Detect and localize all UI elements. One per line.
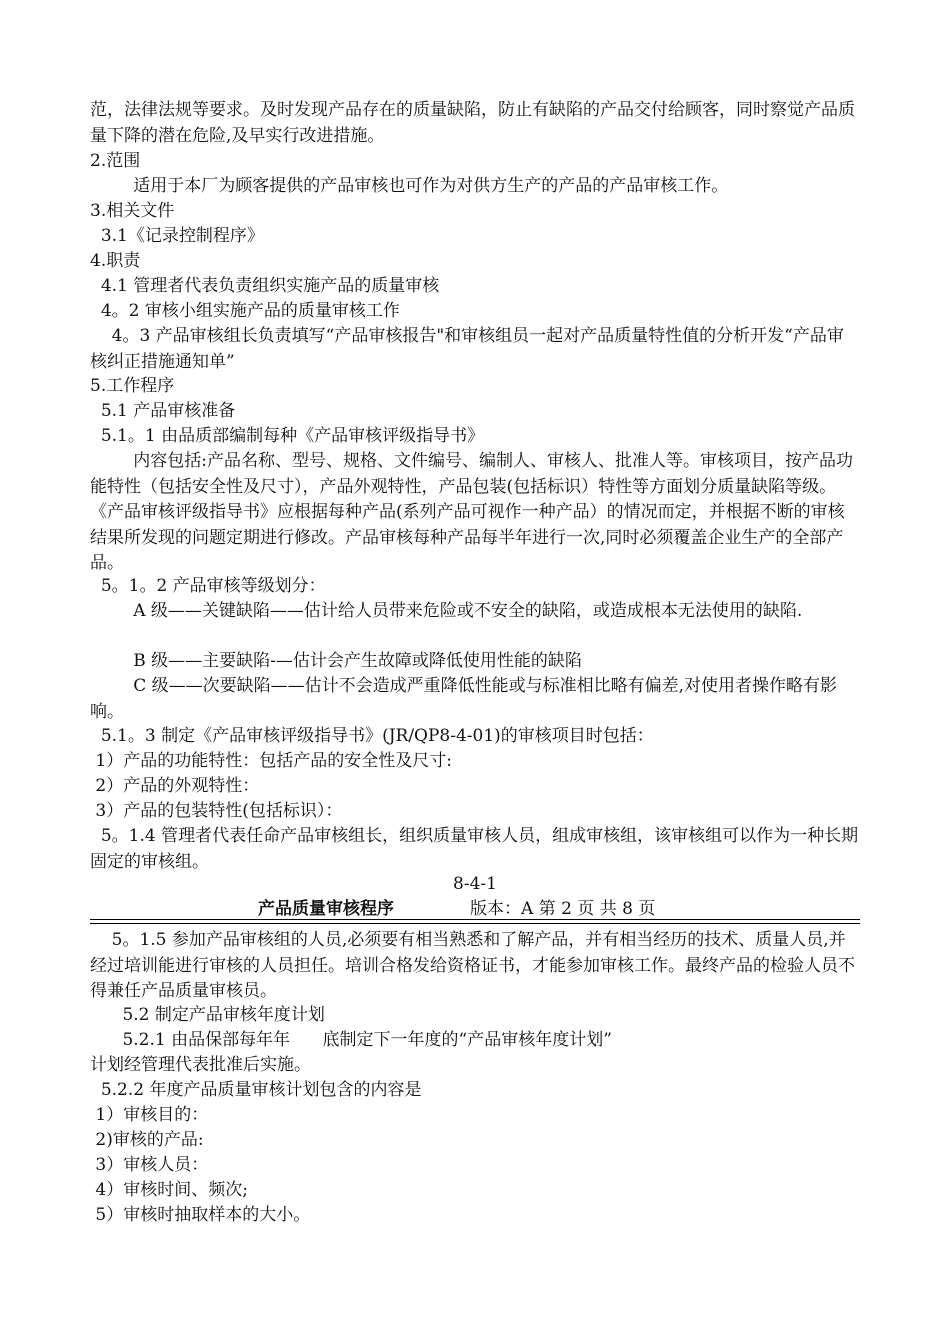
paragraph-purpose-continued: 范，法律法规等要求。及时发现产品存在的质量缺陷，防止有缺陷的产品交付给顾客，同时察觉产品质量下降的潜在危险,及早实行改进措施。: [90, 100, 855, 146]
heading-procedure: 5.工作程序: [90, 376, 175, 396]
paragraph-contents: 内容包括:产品名称、型号、规格、文件编号、编制人、审核人、批准人等。审核项目，按产品功能特性（包括安全性及尺寸），产品外观特性，产品包装(包括标识）特性等方面划分质量缺陷等级。《产品审核评级指导书》应根据每种产品(系列产品可视作一种产品）的情况而定，并根据不断的审核结果所发现的问题定期进行修改。产品审核每种产品每半年进行一次,同时必须覆盖企业生产的全部产品。: [90, 451, 853, 573]
item-4-1: 4.1 管理者代表负责组织实施产品的质量审核: [90, 276, 440, 296]
item-5-1-2: 5。1。2 产品审核等级划分：: [90, 576, 326, 596]
item-4-3: 4。3 产品审核组长负责填写“产品审核报告"和审核组员一起对产品质量特性值的分析开发“产品审核纠正措施通知单”: [90, 326, 844, 372]
paragraph-scope: 适用于本厂为顾客提供的产品审核也可作为对供方生产的产品的产品审核工作。: [90, 176, 729, 196]
item-5-1-5: 5。1.5 参加产品审核组的人员,必须要有相当熟悉和了解产品，并有相当经历的技术、质量人员,并经过培训能进行审核的人员担任。培训合格发给资格证书，才能参加审核工作。最终产品的检验人员不得兼任产品质量审核员。: [90, 930, 855, 1001]
item-5-1-1: 5.1。1 由品质部编制每种《产品审核评级指导书》: [90, 426, 485, 446]
list-item-products: 2)审核的产品:: [90, 1130, 204, 1150]
doc-title: 产品质量审核程序: [258, 899, 394, 919]
page-version: 版本：A 第 2 页 共 8 页: [470, 899, 656, 919]
list-item-function: 1）产品的功能特性：包括产品的安全性及尺寸:: [90, 751, 452, 771]
item-5-1-3: 5.1。3 制定《产品审核评级指导书》(JR/QP8-4-01)的审核项目时包括：: [90, 726, 654, 746]
footer-divider-thin: [90, 923, 860, 924]
grade-a: A 级——关键缺陷——估计给人员带来危险或不安全的缺陷，或造成根本无法使用的缺陷.: [90, 601, 803, 621]
list-item-packaging: 3）产品的包装特性(包括标识）：: [90, 801, 343, 821]
list-item-personnel: 3）审核人员：: [90, 1155, 209, 1175]
list-item-appearance: 2）产品的外观特性：: [90, 776, 260, 796]
footer-divider: [90, 919, 860, 920]
item-5-2-1: 5.2.1 由品保部每年年 底制定下一年度的“产品审核年度计划”: [90, 1030, 612, 1050]
grade-c: C 级——次要缺陷——估计不会造成严重降低性能或与标准相比略有偏差,对使用者操作略有影响。: [90, 676, 838, 722]
grade-b: B 级——主要缺陷-—估计会产生故障或降低使用性能的缺陷: [90, 651, 582, 671]
doc-number: 8-4-1: [453, 874, 497, 894]
list-item-purpose: 1）审核目的：: [90, 1105, 209, 1125]
item-4-2: 4。2 审核小组实施产品的质量审核工作: [90, 301, 400, 321]
heading-scope: 2.范围: [90, 151, 141, 171]
heading-5-1: 5.1 产品审核准备: [90, 401, 236, 421]
heading-5-2: 5.2 制定产品审核年度计划: [90, 1005, 325, 1025]
paragraph-approval: 计划经管理代表批准后实施。: [90, 1055, 311, 1075]
item-5-2-2: 5.2.2 年度产品质量审核计划包含的内容是: [90, 1080, 422, 1100]
heading-responsibilities: 4.职责: [90, 251, 141, 271]
list-item-sample-size: 5）审核时抽取样本的大小。: [90, 1205, 311, 1225]
item-5-1-4: 5。1.4 管理者代表任命产品审核组长，组织质量审核人员，组成审核组，该审核组可以作为一种长期固定的审核组。: [90, 826, 859, 872]
list-item-schedule: 4）审核时间、频次;: [90, 1180, 248, 1200]
heading-related-docs: 3.相关文件: [90, 201, 175, 221]
item-related-doc: 3.1《记录控制程序》: [90, 226, 264, 246]
